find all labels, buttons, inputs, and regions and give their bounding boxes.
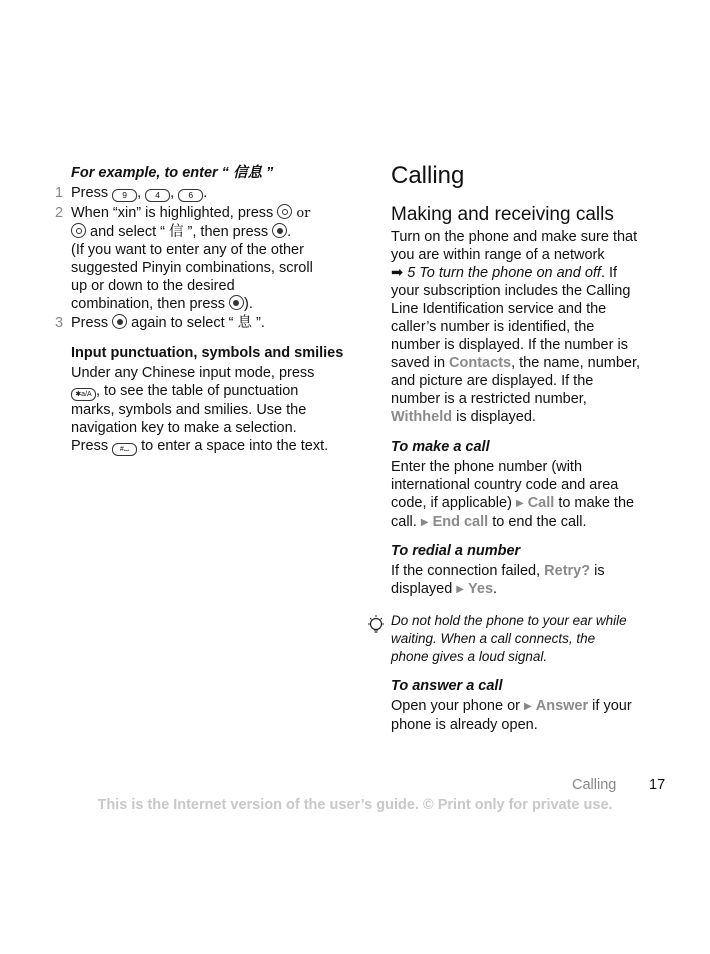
redial-heading: To redial a number [391,543,521,559]
step-3 [71,314,356,332]
reference-arrow-icon: ➡ [391,265,404,281]
body-line: is displayed. [456,409,536,425]
step-text: ). [243,296,253,312]
body-line: If the connection failed, [391,563,541,579]
punctuation-heading: Input punctuation, symbols and smilies [71,345,344,361]
answer-call-body [391,697,676,734]
body-line: Open your phone or [391,698,520,714]
cross-reference: 5 To turn the phone on and off [407,265,601,281]
step-text: suggested Pinyin combinations, scroll [71,260,313,276]
menu-term: Call [527,495,555,511]
body-line: to make the [558,495,635,511]
step-text: , [137,185,142,201]
body-line: caller’s number is identified, the [391,319,595,335]
key-6-icon: 6 [178,189,203,202]
key-4-icon: 4 [145,189,170,202]
body-line: , to see the table of punctuation [96,383,299,399]
center-select-icon [272,223,287,238]
body-line: number is a restricted number, [391,391,587,407]
step-text: Press [71,315,109,331]
footer-section-name: Calling [572,777,617,793]
body-line: displayed [391,581,453,597]
step-number: 3 [55,315,64,331]
answer-call-heading: To answer a call [391,678,503,694]
tip-line: Do not hold the phone to your ear while [391,613,627,628]
step-text: . [287,224,292,240]
menu-arrow-icon: ▶ [456,584,464,595]
body-line: Press [71,438,109,454]
lightbulb-tip-icon [366,614,386,638]
step-text: Press [71,185,109,201]
page-title: Calling [391,162,465,189]
body-line: international country code and area [391,477,619,493]
step-text: . [203,185,208,201]
nav-key-icon [277,204,292,219]
step-text: or [296,206,311,221]
body-line: Enter the phone number (with [391,459,583,475]
body-line: you are within range of a network [391,247,605,263]
body-line: saved in [391,355,446,371]
make-call-heading: To make a call [391,439,490,455]
menu-term: Retry? [544,563,591,579]
step-number: 2 [55,205,64,221]
body-line: to end the call. [492,514,587,530]
body-line: your subscription includes the Calling [391,283,631,299]
internet-version-watermark: This is the Internet version of the user’s guide. © Print only for private use. [97,797,613,813]
body-line: Line Identification service and the [391,301,607,317]
step-1 [71,184,356,202]
intro-paragraph [391,228,676,426]
redial-body [391,562,676,599]
step-text: combination, then press [71,296,225,312]
step-text: (If you want to enter any of the other [71,242,304,258]
menu-arrow-icon: ▶ [420,517,429,528]
step-number: 1 [55,185,64,201]
body-line: navigation key to make a selection. [71,420,297,436]
example-title: For example, to enter “ 信息 ” [71,165,274,181]
step-text: When “xin” is highlighted, press [71,205,274,221]
tip-line: phone gives a loud signal. [391,649,548,664]
step-text: up or down to the desired [71,278,235,294]
nav-key-icon [71,223,86,238]
tip-note [391,612,676,666]
menu-arrow-icon: ▶ [515,498,524,509]
body-line: code, if applicable) [391,495,512,511]
step-text: and select “ 信 ”, then press [90,224,269,240]
menu-term: Yes [468,581,494,597]
body-line: marks, symbols and smilies. Use the [71,402,307,418]
hash-key-icon: #⌴ [112,443,137,456]
body-line: phone is already open. [391,717,538,733]
body-line: Turn on the phone and make sure that [391,229,638,245]
make-call-body [391,458,676,532]
body-line: . [493,581,498,597]
step-2 [71,204,356,313]
body-line: if your [592,698,632,714]
body-line: call. [391,514,417,530]
punctuation-body [71,364,356,456]
menu-arrow-icon: ▶ [524,701,532,712]
body-line: number is displayed. If the number is [391,337,628,353]
step-text: , [170,185,175,201]
menu-term: Contacts [449,355,512,371]
key-9-icon: 9 [112,189,137,202]
menu-term: Withheld [391,409,453,425]
tip-line: waiting. When a call connects, the [391,631,596,646]
page-number: 17 [649,777,666,793]
body-line: Under any Chinese input mode, press [71,365,315,381]
menu-term: End call [432,514,489,530]
menu-term: Answer [535,698,589,714]
step-text: again to select “ 息 ”. [131,315,265,331]
section-subtitle: Making and receiving calls [391,204,614,225]
center-select-icon [112,314,127,329]
body-line: to enter a space into the text. [141,438,329,454]
body-line: , the name, number, [511,355,641,371]
body-line: and picture are displayed. If the [391,373,594,389]
body-line: . If [600,265,618,281]
center-select-icon [229,295,244,310]
body-line: is [594,563,605,579]
star-key-icon: ✱a/A [71,388,96,401]
